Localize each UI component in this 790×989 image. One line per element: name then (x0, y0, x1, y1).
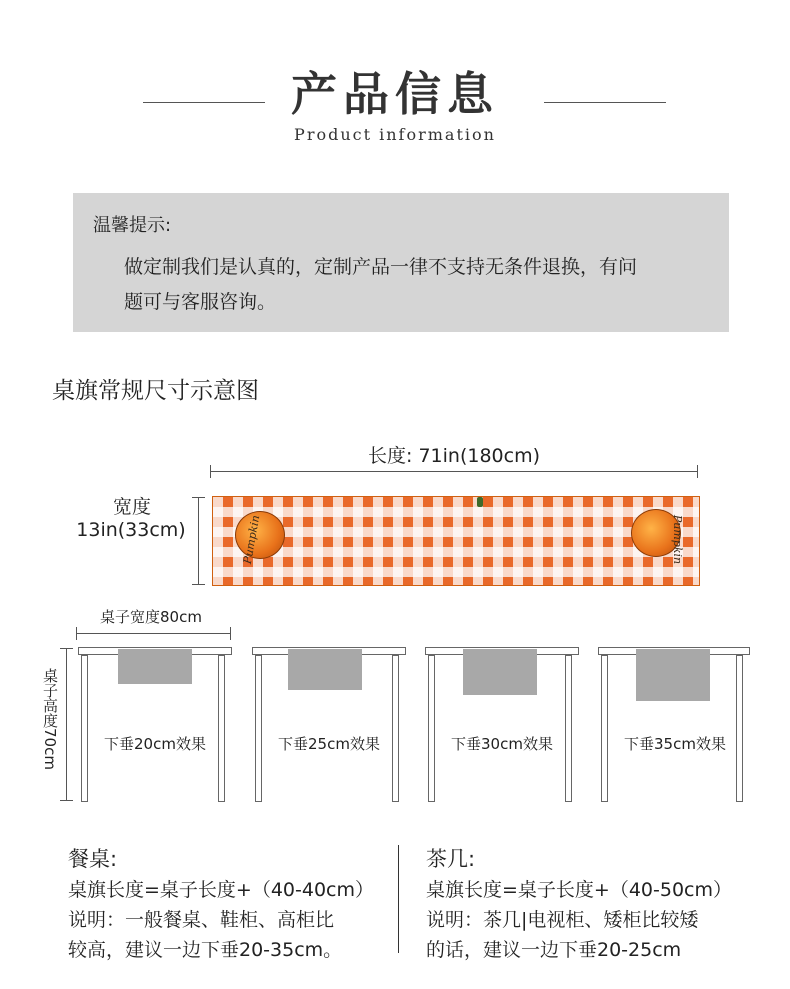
runner-script-right: Pumpkin (671, 514, 685, 565)
title-rule-right (544, 102, 666, 103)
section-divider (398, 845, 399, 953)
drop-effect-label: 下垂35cm效果 (624, 735, 726, 753)
table-diagram-3 (425, 647, 579, 802)
table-leg-right (392, 655, 399, 802)
runner-drape (636, 649, 710, 701)
dining-heading: 餐桌: (68, 847, 118, 871)
tea-line-1: 桌旗长度=桌子长度+（40-50cm） (426, 879, 733, 901)
length-dimension-line (210, 471, 698, 472)
width-value-label: 13in(33cm) (76, 519, 186, 541)
diagram-title: 桌旗常规尺寸示意图 (52, 378, 259, 404)
tea-line-3: 的话，建议一边下垂20-25cm (426, 939, 682, 961)
table-width-tick-right (230, 627, 231, 640)
table-runner-image (212, 496, 700, 586)
tea-line-2: 说明：茶几|电视柜、矮柜比较矮 (426, 909, 699, 931)
table-width-label: 桌子宽度80cm (100, 608, 202, 626)
table-diagram-2 (252, 647, 406, 802)
drop-effect-label: 下垂20cm效果 (104, 735, 206, 753)
runner-drape (118, 649, 192, 684)
runner-script-left: Pumpkin (240, 514, 263, 565)
page-title: 产品信息 (291, 67, 499, 121)
width-dimension-line (198, 497, 199, 584)
length-tick-left (210, 465, 211, 478)
table-diagram-1 (78, 647, 232, 802)
page-subtitle: Product information (294, 125, 496, 144)
length-tick-right (697, 465, 698, 478)
table-width-tick-left (76, 627, 77, 640)
width-label: 宽度 (112, 496, 151, 518)
length-label: 长度: 71in(180cm) (368, 445, 540, 467)
notice-line-2: 题可与客服咨询。 (124, 291, 277, 313)
dining-line-2: 说明：一般餐桌、鞋柜、高柜比 (68, 909, 335, 931)
width-tick-top (192, 497, 205, 498)
table-leg-left (255, 655, 262, 802)
table-leg-right (736, 655, 743, 802)
drop-effect-label: 下垂30cm效果 (451, 735, 553, 753)
table-diagram-4 (598, 647, 750, 802)
pumpkin-left-stem (477, 497, 483, 507)
table-leg-left (428, 655, 435, 802)
table-leg-right (218, 655, 225, 802)
table-leg-left (81, 655, 88, 802)
tea-heading: 茶几: (426, 847, 476, 871)
notice-line-1: 做定制我们是认真的，定制产品一律不支持无条件退换，有问 (124, 256, 638, 278)
drop-effect-label: 下垂25cm效果 (278, 735, 380, 753)
table-height-tick-top (60, 648, 73, 649)
dining-line-3: 较高，建议一边下垂20-35cm。 (68, 939, 343, 961)
table-height-tick-bottom (60, 800, 73, 801)
table-leg-left (601, 655, 608, 802)
table-height-label: 桌子高度70cm (41, 668, 59, 770)
table-height-line (66, 648, 67, 800)
width-tick-bottom (192, 584, 205, 585)
notice-heading: 温馨提示: (93, 215, 172, 236)
table-leg-right (565, 655, 572, 802)
table-width-line (76, 633, 231, 634)
runner-drape (288, 649, 362, 690)
runner-drape (463, 649, 537, 695)
dining-line-1: 桌旗长度=桌子长度+（40-40cm） (68, 879, 375, 901)
